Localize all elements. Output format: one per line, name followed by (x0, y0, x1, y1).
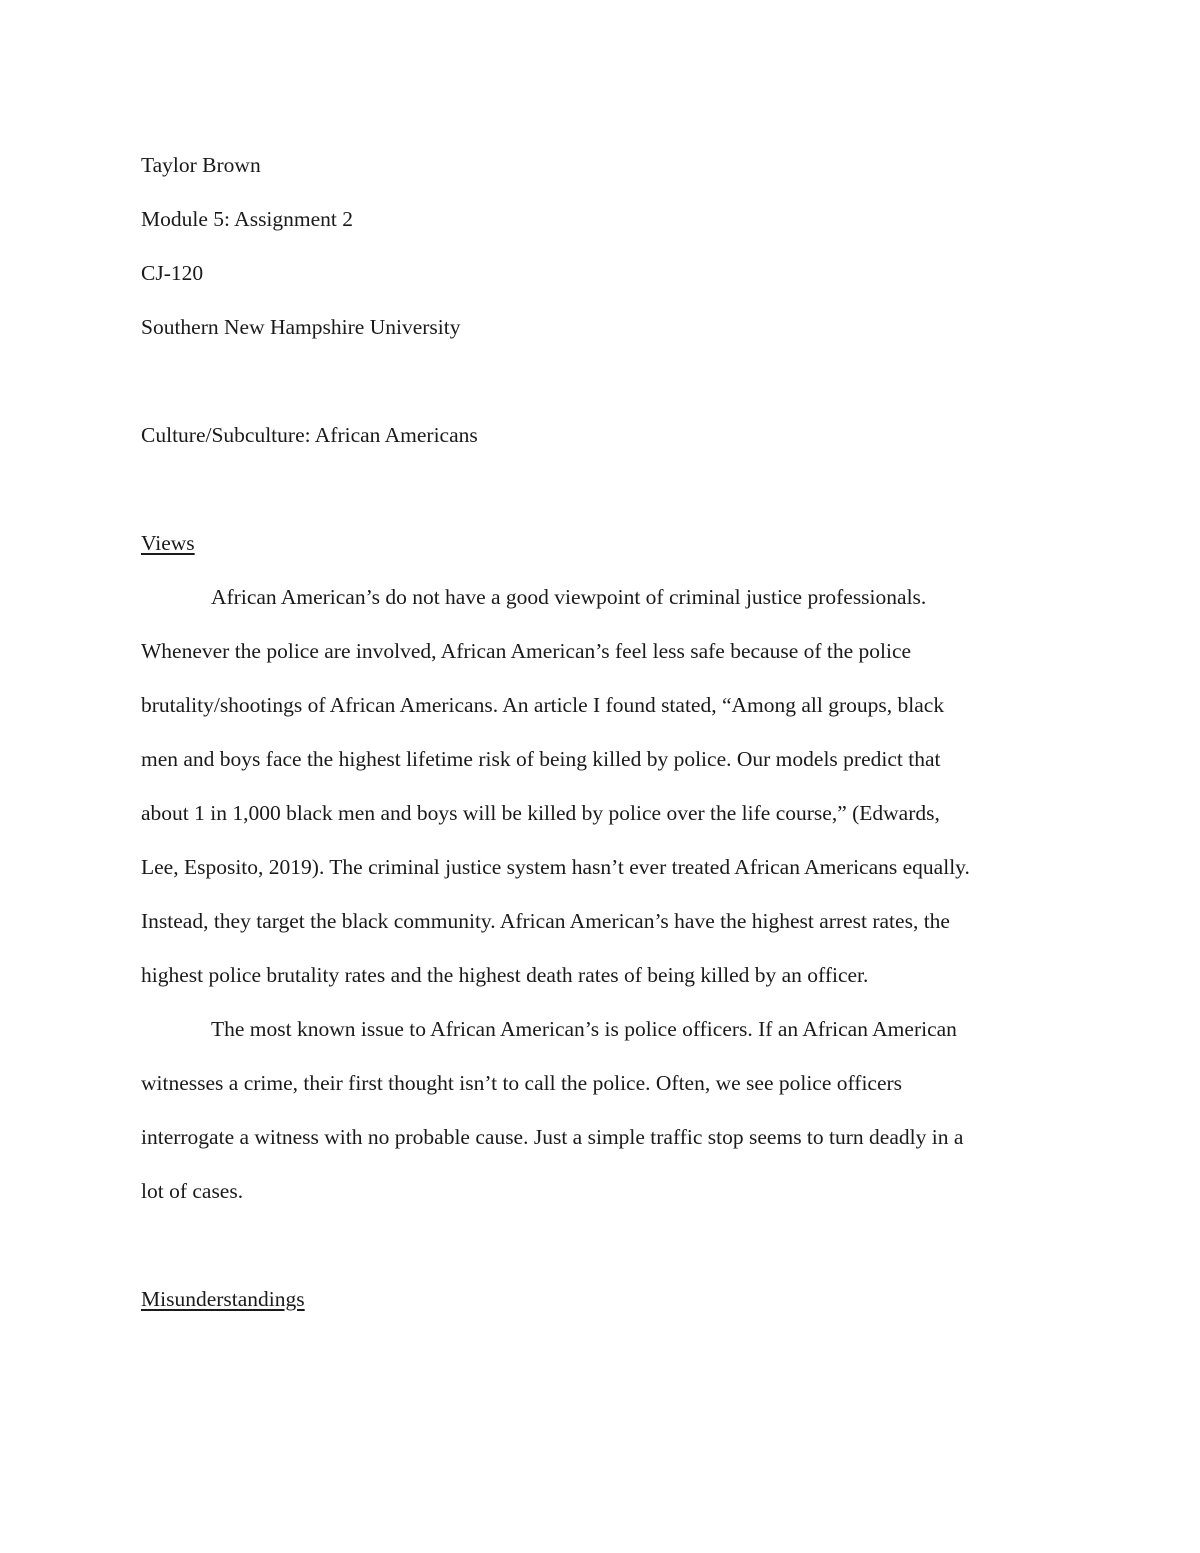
assignment-title: Module 5: Assignment 2 (141, 207, 354, 231)
paragraph-views-2 (141, 1002, 1061, 1218)
spacer (141, 1218, 1061, 1272)
document-body (141, 138, 1061, 1326)
paragraph-line: interrogate a witness with no probable cause. Just a simple traffic stop seems to turn deadly in a (141, 1125, 964, 1149)
institution-name: Southern New Hampshire University (141, 315, 461, 339)
paragraph-line: The most known issue to African American’s is police officers. If an African American (211, 1017, 957, 1041)
paragraph-line: brutality/shootings of African Americans. An article I found stated, “Among all groups, black (141, 693, 945, 717)
spacer (141, 462, 1061, 516)
paragraph-line: Instead, they target the black community. African American’s have the highest arrest rates, the (141, 909, 950, 933)
paragraph-line: African American’s do not have a good viewpoint of criminal justice professionals. (211, 585, 927, 609)
paragraph-line: men and boys face the highest lifetime risk of being killed by police. Our models predict that (141, 747, 941, 771)
topic-line: Culture/Subculture: African Americans (141, 423, 478, 447)
spacer (141, 354, 1061, 408)
paragraph-line: about 1 in 1,000 black men and boys will be killed by police over the life course,” (Edwards, (141, 801, 940, 825)
paragraph-views-1 (141, 570, 1061, 1002)
section-heading-misunderstandings: Misunderstandings (141, 1287, 305, 1311)
paragraph-line: highest police brutality rates and the highest death rates of being killed by an officer. (141, 963, 869, 987)
course-code: CJ-120 (141, 261, 204, 285)
paragraph-line: Lee, Esposito, 2019). The criminal justice system hasn’t ever treated African Americans equally. (141, 855, 970, 879)
section-heading-views: Views (141, 531, 195, 555)
paragraph-line: lot of cases. (141, 1179, 244, 1203)
paragraph-line: Whenever the police are involved, African American’s feel less safe because of the police (141, 639, 912, 663)
paragraph-line: witnesses a crime, their first thought isn’t to call the police. Often, we see police officers (141, 1071, 903, 1095)
author-name: Taylor Brown (141, 153, 261, 177)
